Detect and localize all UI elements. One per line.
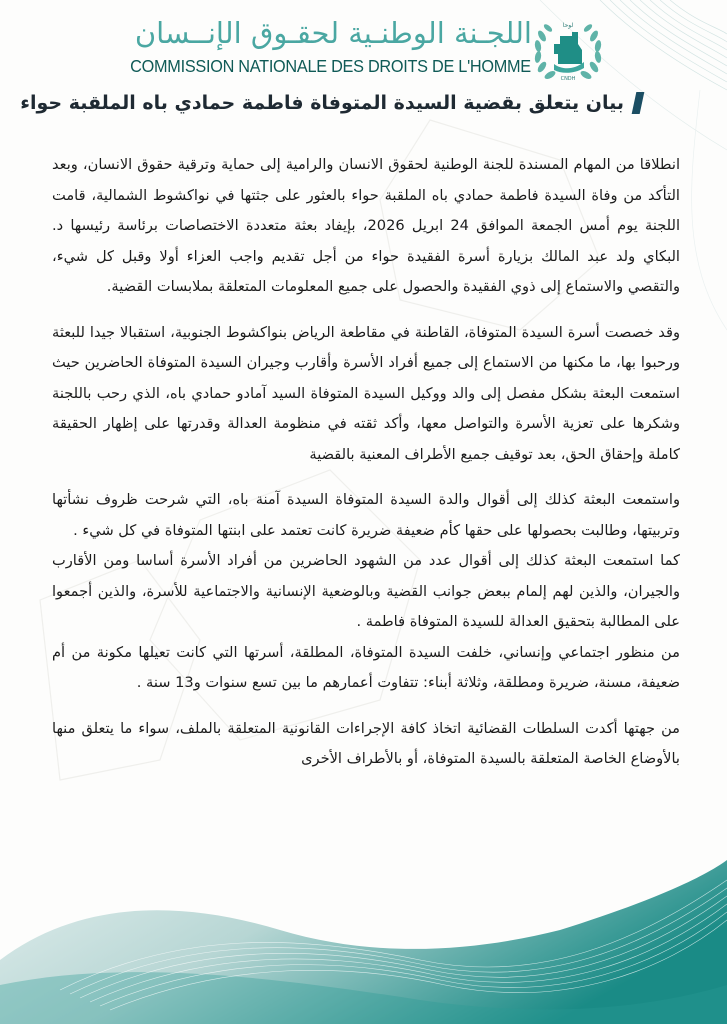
organization-name-french: COMMISSION NATIONALE DES DROITS DE L'HOMME xyxy=(130,56,531,76)
paragraph-1: انطلاقا من المهام المسندة للجنة الوطنية لحقوق الانسان والرامية إلى حماية وترقية حقوق الانسان، وبعد التأكد من وفاة السيدة فاطمة حمادي باه الملقبة حواء بالعثور على جثتها في نواكشوط الشمالية، قامت اللجنة يوم أمس الجمعة الموافق 24 ابريل 2026، بإيفاد بعثة متعددة الاختصاصات برئاسة رئيسها د. البكاي ولد عبد المالك بزيارة أسرة الفقيدة حواء من أجل تقديم واجب العزاء أولا وقبل كل شيء، والتقصي والاستماع إلى ذوي الفقيدة والحصول على جميع المعلومات المتعلقة بملابسات القضية. xyxy=(52,156,680,295)
emblem-bottom-text: CNDH xyxy=(560,76,576,82)
paragraph-4: كما استمعت البعثة كذلك إلى أقوال عدد من الشهود الحاضرين من أفراد الأسرة أساسا ومن الأقارب والجيران، والذين لهم إلمام ببعض جوانب القضية وبالوضعية الإنسانية والاجتماعية للأسرة، والذين أجمعوا على المطالبة بتحقيق العدالة للسيدة المتوفاة فاطمة . xyxy=(52,552,680,630)
paragraph-6: من جهتها أكدت السلطات القضائية اتخاذ كافة الإجراءات القانونية المتعلقة بالملف، سواء ما يتعلق منها بالأوضاع الخاصة المتعلقة بالسيدة المتوفاة، أو بالأطراف الأخرى xyxy=(52,719,680,767)
document-title-row xyxy=(20,92,642,114)
paragraph-2: وقد خصصت أسرة السيدة المتوفاة، القاطنة في مقاطعة الرياض بنواكشوط الجنوبية، استقبالا جيدا للبعثة ورحبوا بها، ما مكنها من الاستماع إلى جميع أفراد الأسرة وأقارب وجيران السيدة المتوفاة الحاضرين حيث استمعت البعثة بشكل مفصل إلى والد ووكيل السيدة المتوفاة السيد آمادو حمادي باه، الذي رحب باللجنة وشكرها على تعزية الأسرة والتواصل معها، وأكد ثقته في منظومة العدالة وقدرتها على إظهار الحقيقة كاملة وإحقاق الحق، بعد توقيف جميع الأطراف المعنية بالقضية xyxy=(52,323,680,463)
laurel-right xyxy=(579,23,602,81)
document-body xyxy=(52,150,680,775)
paragraph-5: من منظور اجتماعي وإنساني، خلفت السيدة المتوفاة، المطلقة، أسرتها التي كانت تعيلها مكونة من أم ضعيفة، مسنة، ضريرة ومطلقة، وثلاثة أبناء: تتفاوت أعمارهم ما بين تسع سنوات و13 سنة . xyxy=(52,643,680,691)
document-title: بيان يتعلق بقضية السيدة المتوفاة فاطمة حمادي باه الملقبة حواء xyxy=(20,92,624,114)
emblem-top-text: لوحا xyxy=(562,22,574,29)
cndh-emblem-icon xyxy=(532,14,604,88)
title-accent-bar xyxy=(632,92,645,114)
page-header xyxy=(0,10,727,80)
laurel-left xyxy=(534,23,557,81)
paragraph-3: واستمعت البعثة كذلك إلى أقوال والدة السيدة المتوفاة السيدة آمنة باه، التي شرحت ظروف نشأتها وتربيتها، وطالبت بحصولها على حقها كأم ضعيفة ضريرة كانت تعتمد على ابنتها المتوفاة في كل شيء . xyxy=(52,491,680,539)
organization-name-arabic: اللجـنة الوطنـية لحقـوق الإنــسان xyxy=(134,16,532,50)
